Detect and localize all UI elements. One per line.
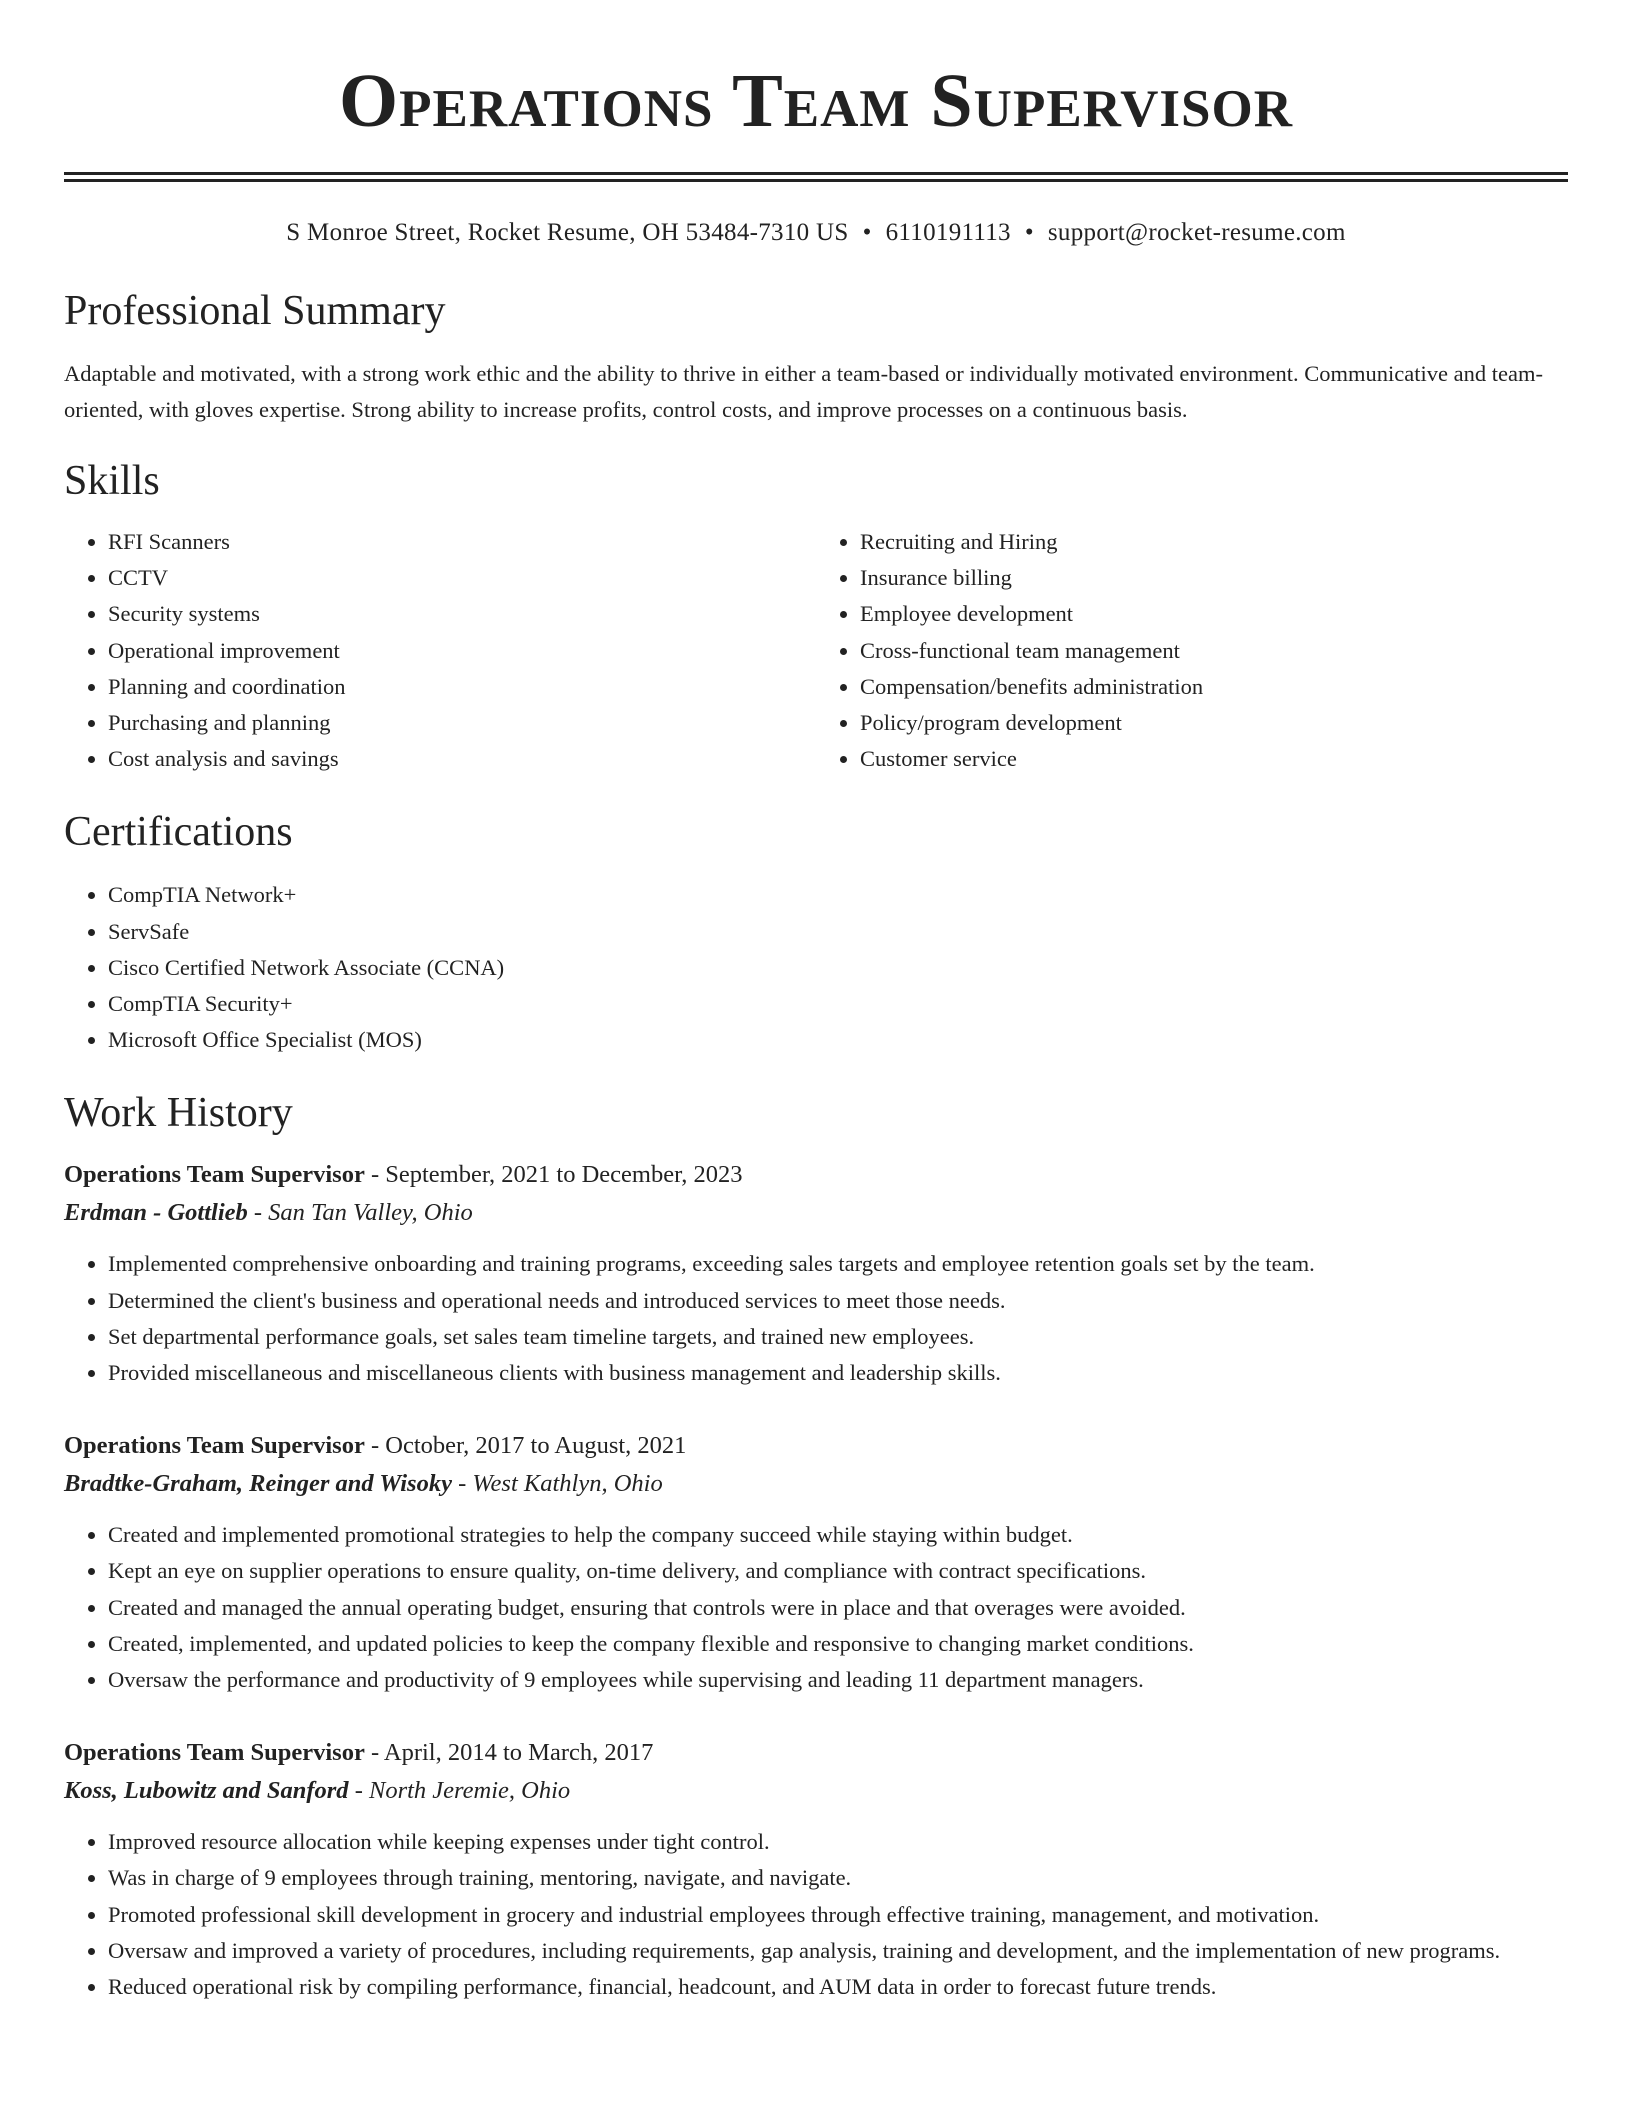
job-location: - West Kathlyn, Ohio: [451, 1470, 663, 1498]
skill-item: • Operational improvement: [108, 633, 816, 669]
contact-phone: 6110191113: [885, 219, 1011, 246]
skill-item: • Insurance billing: [860, 560, 1568, 596]
job-role: Operations Team Supervisor: [64, 1432, 365, 1460]
skills-heading: Skills: [64, 458, 160, 504]
job-bullet: • Was in charge of 9 employees through training, mentoring, navigate, and navigate.: [108, 1860, 1568, 1896]
skill-item: • Purchasing and planning: [108, 705, 816, 741]
contact-separator: •: [862, 219, 872, 246]
skills-column-right: [816, 524, 1568, 777]
skill-item: • Recruiting and Hiring: [860, 524, 1568, 560]
certifications-heading: Certifications: [64, 809, 293, 856]
contact-line: [64, 216, 1568, 250]
job-bullet: • Set departmental performance goals, set sales team timeline targets, and trained new employees.: [108, 1319, 1568, 1355]
job-bullet: • Implemented comprehensive onboarding and training programs, exceeding sales targets and employee retention goals set by the team.: [108, 1246, 1568, 1282]
job-dates: - September, 2021 to December, 2023: [364, 1161, 743, 1189]
work-history-heading: Work History: [64, 1090, 293, 1137]
certification-item: • ServSafe: [108, 914, 1568, 950]
skills-column-left: [64, 524, 816, 777]
job-bullet: • Determined the client's business and operational needs and introduced services to meet those needs.: [108, 1283, 1568, 1319]
resume-name: Operations Team Supervisor: [339, 59, 1293, 143]
certification-item: • CompTIA Network+: [108, 877, 1568, 913]
skill-item: • Policy/program development: [860, 705, 1568, 741]
skill-item: • Cost analysis and savings: [108, 741, 816, 777]
job-company-line: [64, 1772, 1568, 1810]
job-bullets: [64, 1824, 1568, 2005]
skill-item: • Cross-functional team management: [860, 633, 1568, 669]
job-bullet: • Reduced operational risk by compiling performance, financial, headcount, and AUM data in order to forecast future trends.: [108, 1969, 1568, 2005]
skill-item: • CCTV: [108, 560, 816, 596]
summary-text: Adaptable and motivated, with a strong work ethic and the ability to thrive in either a team-based or individually motivated environment. Communicative and team-oriented, with gloves expertise. Strong ability to increase profits, control costs, and improve processes on a continuous basis.: [64, 361, 1543, 422]
job-bullet: • Provided miscellaneous and miscellaneous clients with business management and leadership skills.: [108, 1355, 1568, 1391]
header-divider: [64, 172, 1568, 182]
job-title-line: [64, 1427, 1568, 1465]
job-bullets: [64, 1246, 1568, 1391]
job-title-line: [64, 1156, 1568, 1194]
skill-item: • Employee development: [860, 596, 1568, 632]
job-bullet: • Created and managed the annual operating budget, ensuring that controls were in place and that overages were avoided.: [108, 1590, 1568, 1626]
skill-item: • Security systems: [108, 596, 816, 632]
job-bullet: • Improved resource allocation while keeping expenses under tight control.: [108, 1824, 1568, 1860]
certifications-list: [64, 877, 1568, 1058]
job-bullet: • Kept an eye on supplier operations to ensure quality, on-time delivery, and compliance with contract specifications.: [108, 1553, 1568, 1589]
certification-item: • CompTIA Security+: [108, 986, 1568, 1022]
job-location: - San Tan Valley, Ohio: [247, 1199, 473, 1227]
skill-item: • Customer service: [860, 741, 1568, 777]
job-company: Erdman - Gottlieb: [64, 1199, 248, 1227]
job-entry: [64, 1156, 1568, 1391]
contact-separator: •: [1024, 219, 1034, 246]
job-company-line: [64, 1194, 1568, 1232]
skill-item: • RFI Scanners: [108, 524, 816, 560]
job-bullet: • Oversaw the performance and productivity of 9 employees while supervising and leading 11 department managers.: [108, 1662, 1568, 1698]
job-company: Koss, Lubowitz and Sanford: [64, 1777, 349, 1805]
job-location: - North Jeremie, Ohio: [348, 1777, 571, 1805]
job-dates: - October, 2017 to August, 2021: [364, 1432, 687, 1460]
skill-item: • Compensation/benefits administration: [860, 669, 1568, 705]
job-company: Bradtke-Graham, Reinger and Wisoky: [64, 1470, 452, 1498]
job-role: Operations Team Supervisor: [64, 1739, 365, 1767]
work-history-list: [64, 1156, 1568, 2005]
contact-address: S Monroe Street, Rocket Resume, OH 53484-7310 US: [286, 219, 849, 246]
job-bullet: • Promoted professional skill development in grocery and industrial employees through effective training, management, and motivation.: [108, 1897, 1568, 1933]
certification-item: • Cisco Certified Network Associate (CCNA): [108, 950, 1568, 986]
job-bullet: • Created and implemented promotional strategies to help the company succeed while staying within budget.: [108, 1517, 1568, 1553]
certification-item: • Microsoft Office Specialist (MOS): [108, 1022, 1568, 1058]
job-entry: [64, 1734, 1568, 2005]
job-role: Operations Team Supervisor: [64, 1161, 365, 1189]
job-company-line: [64, 1465, 1568, 1503]
contact-email: support@rocket-resume.com: [1047, 219, 1346, 246]
summary-heading: Professional Summary: [64, 288, 446, 334]
skill-item: • Planning and coordination: [108, 669, 816, 705]
job-bullets: [64, 1517, 1568, 1698]
job-title-line: [64, 1734, 1568, 1772]
job-bullet: • Created, implemented, and updated policies to keep the company flexible and responsive to changing market conditions.: [108, 1626, 1568, 1662]
job-bullet: • Oversaw and improved a variety of procedures, including requirements, gap analysis, training and development, and the implementation of new programs.: [108, 1933, 1568, 1969]
skills-list: [64, 524, 1568, 777]
job-entry: [64, 1427, 1568, 1698]
job-dates: - April, 2014 to March, 2017: [364, 1739, 654, 1767]
